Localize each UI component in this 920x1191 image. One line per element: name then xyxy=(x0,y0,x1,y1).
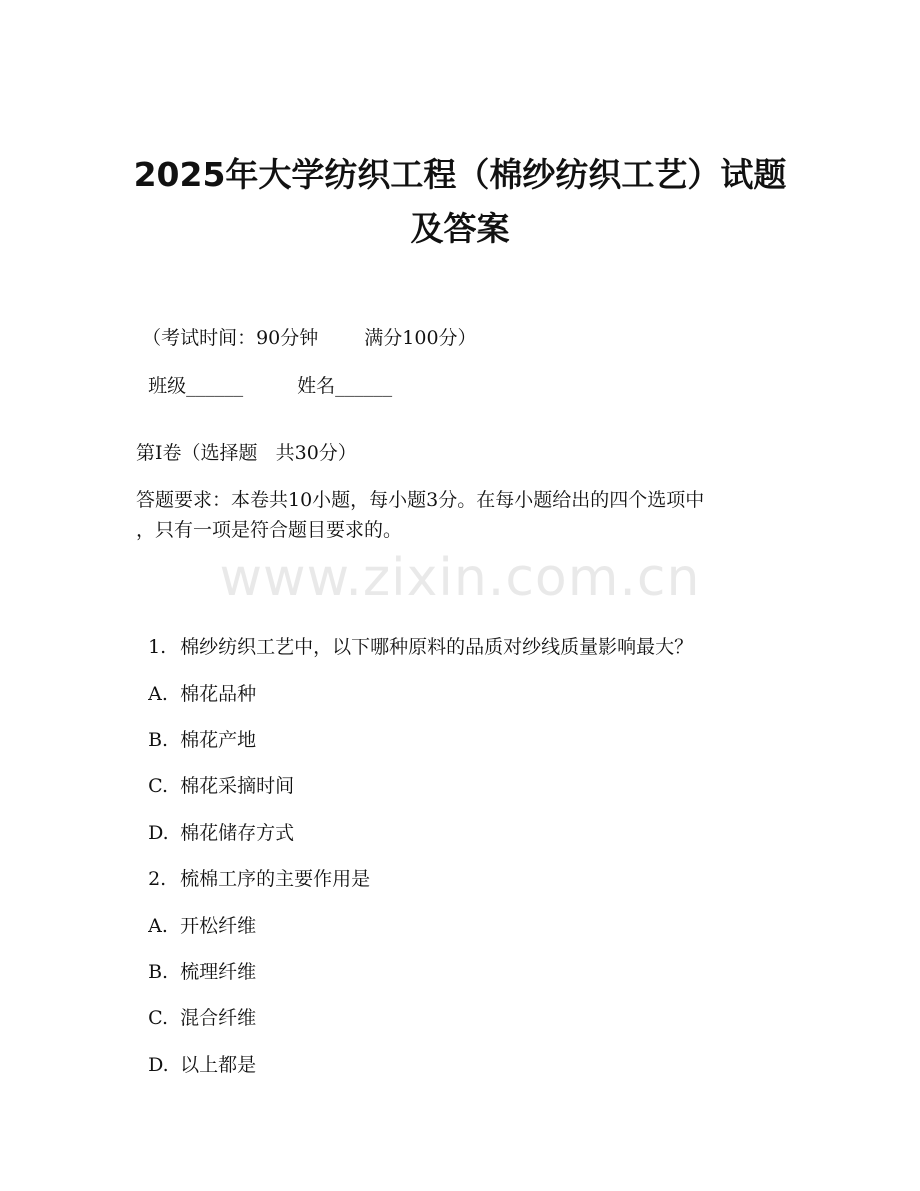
question-2-option-d xyxy=(136,1029,256,1077)
exam-info xyxy=(130,302,477,350)
option-text: 棉花品种 xyxy=(180,683,257,705)
option-text: 开松纤维 xyxy=(180,915,257,937)
document-title xyxy=(80,148,840,256)
student-info xyxy=(136,350,392,398)
question-1 xyxy=(136,611,693,659)
question-1-option-d xyxy=(136,797,294,845)
question-text: 梳棉工序的主要作用是 xyxy=(180,868,371,890)
option-text: 混合纤维 xyxy=(180,1007,257,1029)
exam-score: 满分100分） xyxy=(364,327,477,349)
question-number: 2. xyxy=(148,868,167,890)
instruction-line-1: 答题要求：本卷共10小题，每小题3分。在每小题给出的四个选项中 xyxy=(136,489,705,511)
question-2 xyxy=(136,843,370,891)
title-line-1: 2025年大学纺织工程（棉纱纺织工艺）试题 xyxy=(133,155,787,194)
question-text: 棉纱纺织工艺中，以下哪种原料的品质对纱线质量影响最大？ xyxy=(180,636,694,658)
question-1-option-a xyxy=(136,658,256,706)
watermark: www.zixin.com.cn xyxy=(219,548,701,608)
option-text: 棉花采摘时间 xyxy=(180,775,295,797)
option-key: A. xyxy=(148,915,168,937)
question-1-option-c xyxy=(136,750,294,798)
question-2-option-a xyxy=(136,890,256,938)
option-key: A. xyxy=(148,683,168,705)
title-line-2: 及答案 xyxy=(410,209,510,248)
option-key: D. xyxy=(148,1054,169,1076)
option-text: 棉花储存方式 xyxy=(180,822,295,844)
question-2-option-b xyxy=(136,936,256,984)
option-key: B. xyxy=(148,961,169,983)
question-2-option-c xyxy=(136,982,256,1030)
name-field-label: 姓名______ xyxy=(297,375,393,397)
question-number: 1. xyxy=(148,636,167,658)
option-text: 棉花产地 xyxy=(180,729,257,751)
option-key: C. xyxy=(148,1007,168,1029)
question-1-option-b xyxy=(136,704,256,752)
option-key: B. xyxy=(148,729,169,751)
option-text: 梳理纤维 xyxy=(180,961,257,983)
exam-time: （考试时间：90分钟 xyxy=(142,327,319,349)
option-text: 以上都是 xyxy=(180,1054,257,1076)
option-key: D. xyxy=(148,822,169,844)
section-heading: 第I卷（选择题 共30分） xyxy=(136,442,357,464)
instruction-line-2: ，只有一项是符合题目要求的。 xyxy=(136,519,403,541)
class-field-label: 班级______ xyxy=(148,375,244,397)
option-key: C. xyxy=(148,775,168,797)
